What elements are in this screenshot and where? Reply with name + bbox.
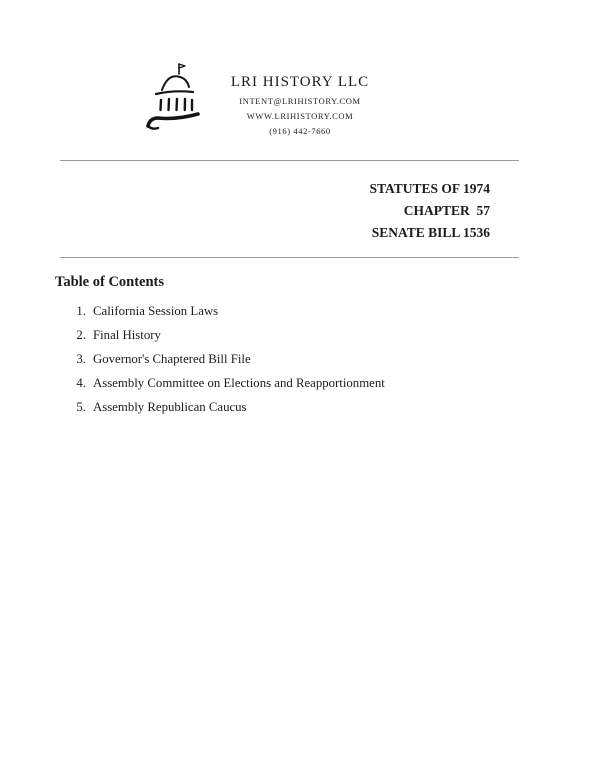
toc-item-label: Final History [93,328,161,342]
toc-item-number: 1. [76,304,86,318]
toc-item [70,351,530,367]
divider-top [60,160,519,161]
toc-item-label: Governor's Chaptered Bill File [93,352,251,366]
toc-item-number: 3. [76,352,86,366]
statutes-bill: SENATE BILL 1536 [371,225,490,240]
company-website: WWW.LRIHISTORY.COM [246,111,354,121]
statutes-chapter: CHAPTER 57 [403,203,490,218]
toc-item [70,375,530,391]
toc-item-label: California Session Laws [93,304,219,318]
letterhead [190,60,410,136]
company-phone: (916) 442-7660 [269,126,331,136]
divider-bottom [60,257,519,258]
toc-item-number: 4. [76,376,86,390]
statutes-year: STATUTES OF 1974 [369,181,490,196]
toc-item [70,303,530,319]
toc-item-number: 5. [76,400,86,414]
statutes-block [369,178,490,244]
company-name: LRI HISTORY LLC [230,74,370,90]
toc-item-label: Assembly Committee on Elections and Reapportionment [93,376,385,390]
toc-title: Table of Contents [55,274,165,290]
toc-item-label: Assembly Republican Caucus [93,400,247,414]
toc-item [70,327,530,343]
toc-item [70,399,530,415]
toc-list [70,303,530,423]
company-email: INTENT@LRIHISTORY.COM [239,96,361,106]
toc-item-number: 2. [76,328,86,342]
